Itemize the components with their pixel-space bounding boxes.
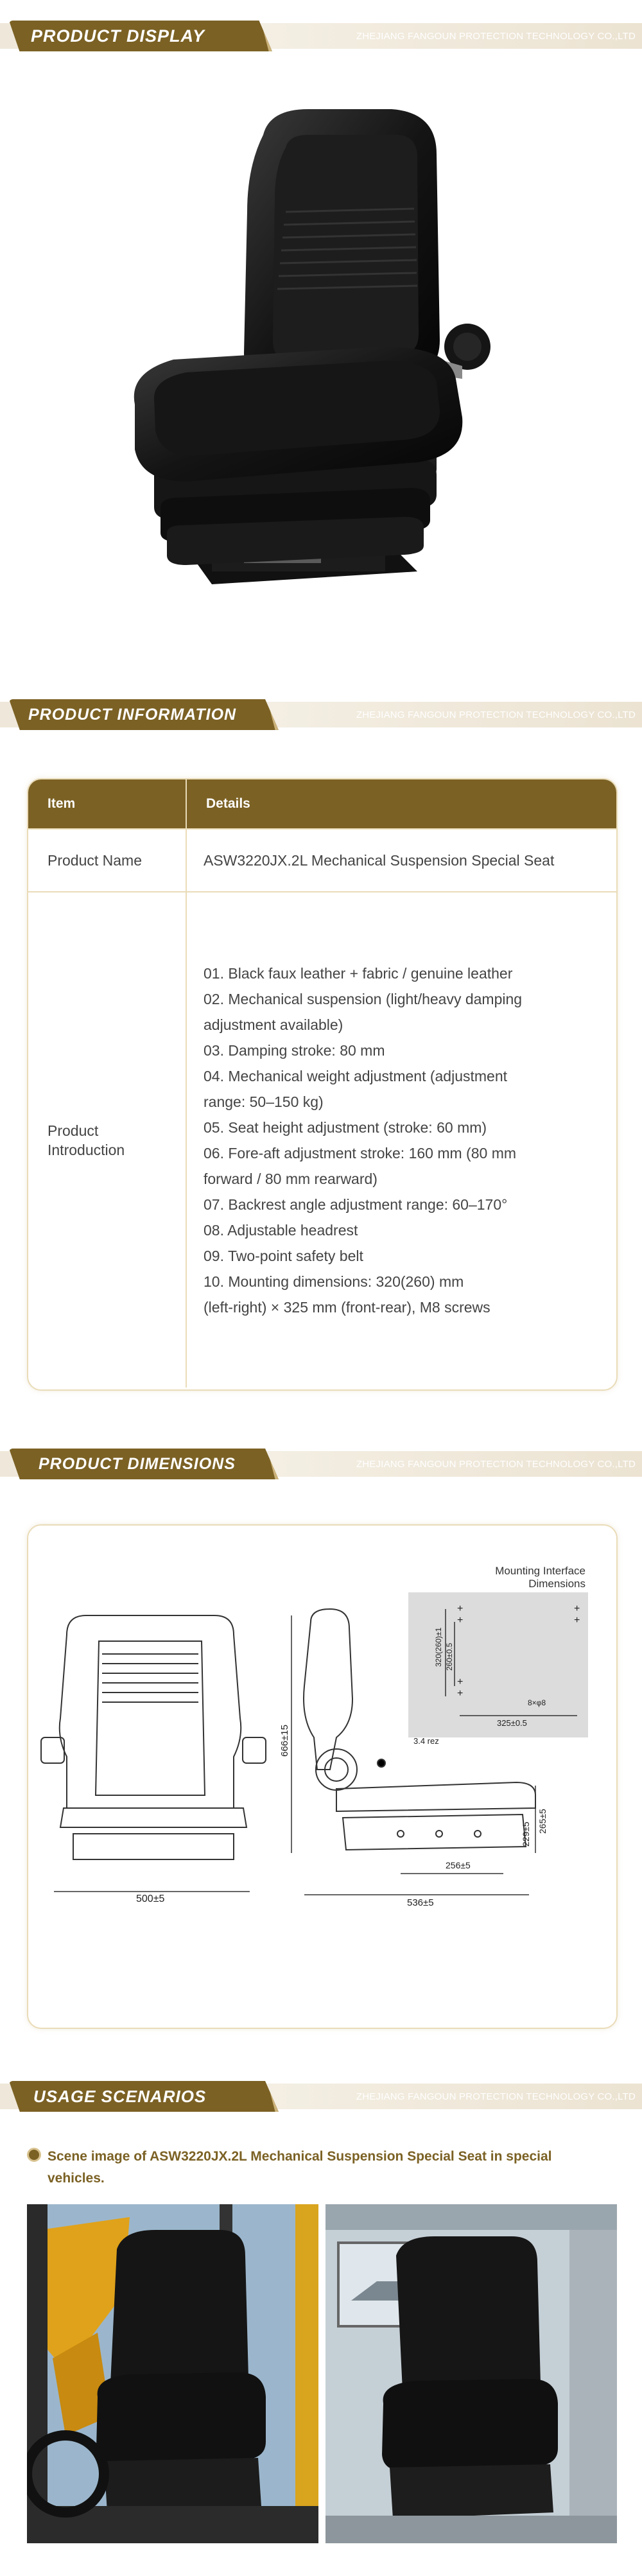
svg-text:+: + <box>457 1688 464 1699</box>
svg-text:+: + <box>457 1615 464 1626</box>
caption-line: Scene image of ASW3220JX.2L Mechanical Suspension Special Seat in special <box>48 2149 552 2164</box>
svg-text:+: + <box>574 1603 580 1614</box>
product-intro-details <box>186 892 616 1388</box>
intro-label-line: Introduction <box>48 1141 125 1158</box>
dim-8x8: 8×φ8 <box>528 1698 546 1707</box>
section-title: PRODUCT DIMENSIONS <box>39 1455 236 1473</box>
list-item: 01. Black faux leather + fabric / genuine leather <box>204 964 513 982</box>
svg-text:+: + <box>457 1603 464 1614</box>
section-title: USAGE SCENARIOS <box>33 2087 207 2106</box>
list-item: (left-right) × 325 mm (front-rear), M8 screws <box>204 1298 490 1316</box>
section-banner-dimensions <box>0 1446 642 1482</box>
dimension-drawing-frame <box>27 1524 618 2029</box>
list-item: 06. Fore-aft adjustment stroke: 160 mm (80 mm <box>204 1144 517 1162</box>
dim-travel: 256±5 <box>446 1860 471 1870</box>
product-info-table <box>28 779 616 1388</box>
table-row <box>28 892 616 1388</box>
ship-cabin-scene <box>325 2204 617 2543</box>
section-title: PRODUCT INFORMATION <box>28 706 237 724</box>
intro-label-line: Product <box>48 1122 99 1139</box>
dim-h1: 265±5 <box>537 1809 548 1834</box>
dimension-drawing <box>28 1526 616 2028</box>
list-item: 03. Damping stroke: 80 mm <box>204 1041 385 1059</box>
list-item: 08. Adjustable headrest <box>204 1221 358 1239</box>
list-item: range: 50–150 kg) <box>204 1093 324 1110</box>
note-label: 3.4 rez <box>413 1736 439 1746</box>
header-details: Details <box>186 779 616 829</box>
section-title: PRODUCT DISPLAY <box>31 26 205 46</box>
list-item: adjustment available) <box>204 1016 343 1033</box>
section-banner-information <box>0 697 642 733</box>
product-info-table-frame <box>27 778 618 1391</box>
mounting-title: Dimensions <box>528 1578 586 1590</box>
list-item: 04. Mechanical weight adjustment (adjustment <box>204 1067 508 1084</box>
bullet-icon <box>27 2148 41 2162</box>
dim-height: 666±15 <box>279 1725 290 1757</box>
usage-photo-ship <box>325 2204 617 2543</box>
list-item: 07. Backrest angle adjustment range: 60–170° <box>204 1196 508 1213</box>
seat-front-view <box>41 1615 266 1859</box>
company-line: ZHEJIANG FANGOUN PROTECTION TECHNOLOGY CO.,LTD <box>356 2091 636 2102</box>
usage-photo-excavator <box>27 2204 318 2543</box>
intro-list <box>204 961 616 1320</box>
svg-text:+: + <box>457 1676 464 1687</box>
dim-width: 500±5 <box>136 1893 165 1904</box>
table-row <box>28 829 616 892</box>
dim-325: 325±0.5 <box>497 1718 527 1728</box>
dim-depth: 536±5 <box>407 1897 434 1908</box>
dim-h2: 229±5 <box>521 1822 531 1847</box>
list-item: forward / 80 mm rearward) <box>204 1170 377 1187</box>
list-item: 02. Mechanical suspension (light/heavy damping <box>204 990 523 1007</box>
product-seat-image <box>116 96 526 648</box>
product-name-value: ASW3220JX.2L Mechanical Suspension Special Seat <box>186 829 616 892</box>
excavator-cab-scene <box>27 2204 318 2543</box>
list-item: 09. Two-point safety belt <box>204 1247 363 1264</box>
company-line: ZHEJIANG FANGOUN PROTECTION TECHNOLOGY CO.,LTD <box>356 31 636 42</box>
product-intro-label <box>28 892 186 1388</box>
company-line: ZHEJIANG FANGOUN PROTECTION TECHNOLOGY CO.,LTD <box>356 1459 636 1470</box>
list-item: 05. Seat height adjustment (stroke: 60 mm) <box>204 1118 487 1136</box>
product-name-label: Product Name <box>28 829 186 892</box>
dim-260: 260±0.5 <box>445 1642 454 1671</box>
list-item: 10. Mounting dimensions: 320(260) mm <box>204 1273 464 1290</box>
header-item: Item <box>28 779 186 829</box>
section-banner-usage <box>0 2078 642 2114</box>
usage-caption <box>48 2146 625 2189</box>
caption-line: vehicles. <box>48 2171 105 2186</box>
svg-text:+: + <box>574 1615 580 1626</box>
section-banner-display <box>0 18 642 54</box>
mounting-title: Mounting Interface <box>495 1565 586 1577</box>
dim-320: 320(260)±1 <box>434 1627 443 1667</box>
company-line: ZHEJIANG FANGOUN PROTECTION TECHNOLOGY CO.,LTD <box>356 709 636 720</box>
